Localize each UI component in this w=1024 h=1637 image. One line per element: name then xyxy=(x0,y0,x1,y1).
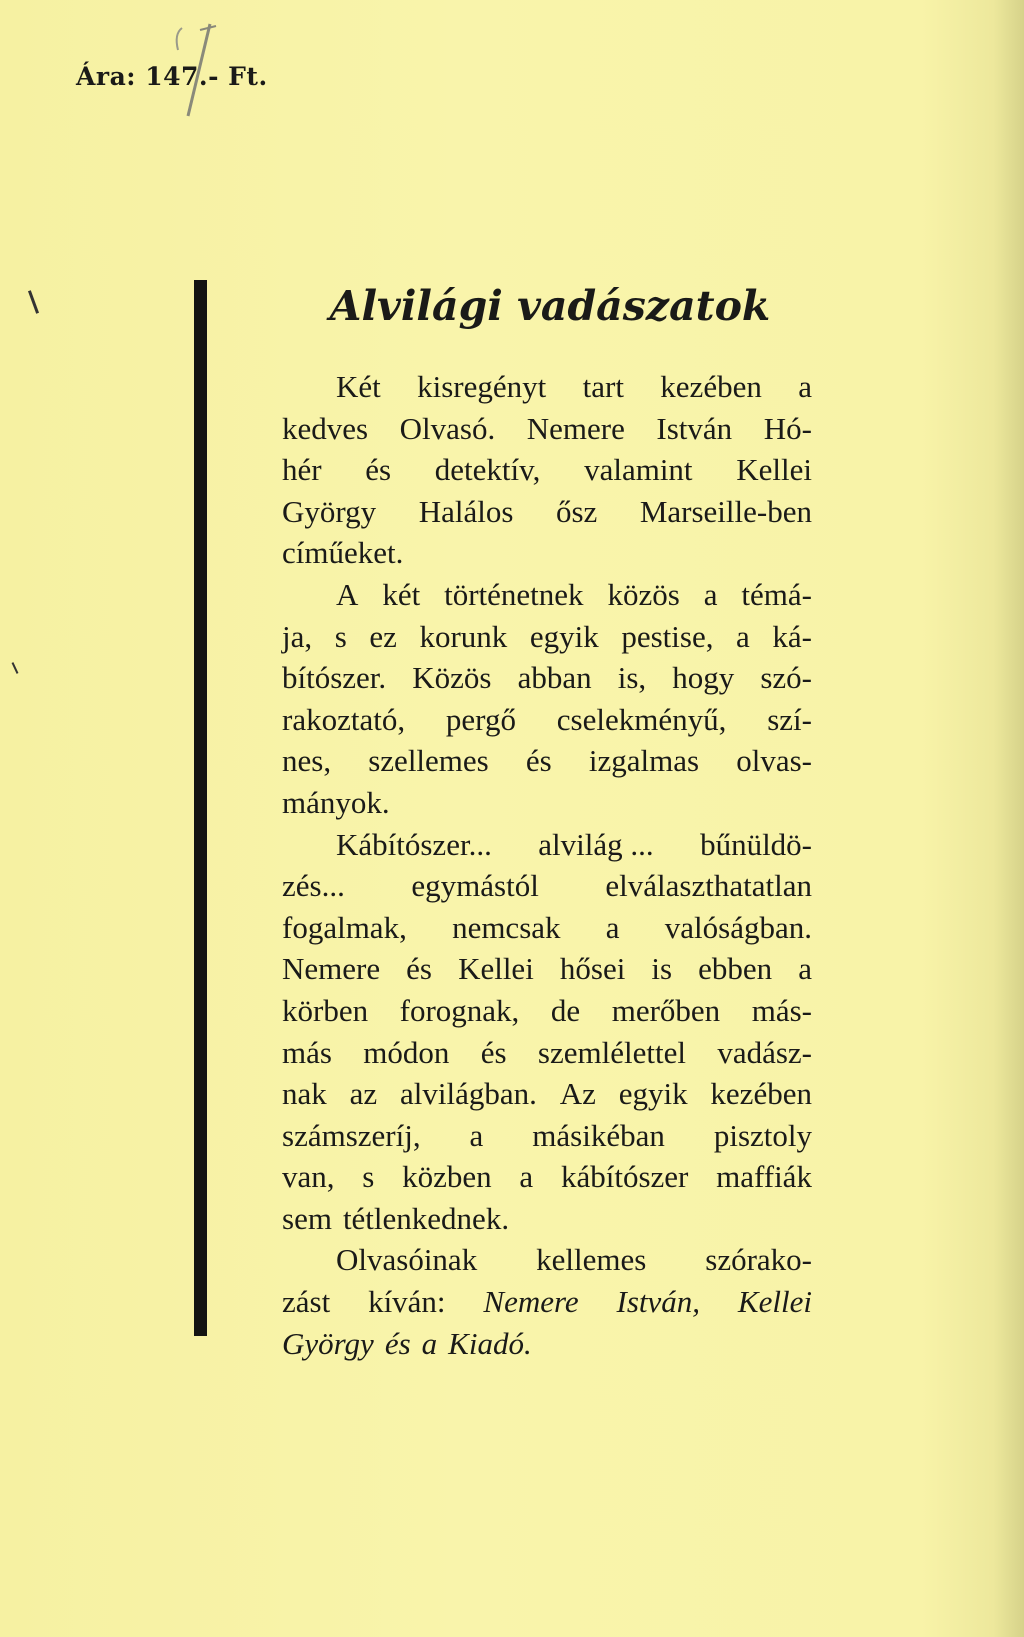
word: az xyxy=(349,1076,378,1112)
text-line xyxy=(282,408,812,450)
text-line xyxy=(282,699,812,741)
word: közben xyxy=(402,1159,492,1195)
word: hogy xyxy=(672,660,735,696)
word: vadász- xyxy=(717,1034,812,1070)
word: ősz xyxy=(555,493,598,529)
word: Marseille-ben xyxy=(639,493,812,529)
word: Kellei xyxy=(458,951,534,987)
word: Hó- xyxy=(763,410,812,446)
text-line xyxy=(282,1073,812,1115)
word: egymástól xyxy=(411,868,539,904)
text-line xyxy=(282,574,812,616)
word: hősei xyxy=(559,951,626,987)
word: pestise, xyxy=(621,618,714,654)
text-line xyxy=(282,990,812,1032)
word: másikéban xyxy=(532,1117,665,1153)
text-line xyxy=(282,532,812,574)
text-line xyxy=(282,491,812,533)
word: a xyxy=(703,576,718,612)
word: merőben xyxy=(611,992,721,1028)
word: közös xyxy=(607,576,680,612)
word: körben xyxy=(282,992,369,1028)
word: ja, xyxy=(282,618,313,654)
word: Közös xyxy=(412,660,492,696)
word: szellemes xyxy=(368,743,489,779)
word: bűnüldö- xyxy=(700,826,812,862)
blurb-text xyxy=(282,366,812,1364)
text-line xyxy=(282,657,812,699)
word: s xyxy=(362,1159,375,1195)
word: témá- xyxy=(741,576,812,612)
word: szórako- xyxy=(705,1242,812,1278)
text-line xyxy=(282,616,812,658)
word: tétlenkednek. xyxy=(342,1200,510,1236)
text-line xyxy=(282,824,812,866)
book-title: Alvilági vadászatok xyxy=(329,282,771,330)
word: egyik xyxy=(618,1076,688,1112)
word: valamint xyxy=(584,452,693,488)
word: Nemere xyxy=(483,1284,579,1320)
word: van, xyxy=(282,1159,335,1195)
word: kellemes xyxy=(536,1242,647,1278)
word: ká- xyxy=(772,618,812,654)
word: ez xyxy=(369,618,397,654)
word: a xyxy=(421,1325,438,1361)
word: a xyxy=(469,1117,484,1153)
word: más xyxy=(282,1034,332,1070)
word: kedves xyxy=(282,410,369,446)
word: ebben xyxy=(698,951,773,987)
word: szemlélettel xyxy=(537,1034,686,1070)
word: és xyxy=(480,1034,507,1070)
word: alvilág ... xyxy=(538,826,654,862)
text-line xyxy=(282,740,812,782)
text-line xyxy=(282,782,812,824)
word: Két xyxy=(336,369,381,404)
text-line xyxy=(282,1323,812,1365)
word: A xyxy=(336,576,359,612)
text-line xyxy=(282,1032,812,1074)
word: maffiák xyxy=(716,1159,812,1195)
text-line xyxy=(282,865,812,907)
word: valóságban. xyxy=(664,909,812,945)
word: zást xyxy=(282,1284,331,1320)
text-line xyxy=(282,1115,812,1157)
word: a xyxy=(519,1159,534,1195)
word: a xyxy=(798,951,812,987)
decorative-vertical-bar xyxy=(194,280,207,1336)
word: nemcsak xyxy=(452,909,561,945)
word: a xyxy=(736,618,750,654)
word: kábítószer xyxy=(560,1159,689,1195)
word: sem xyxy=(282,1200,332,1236)
word: számszeríj, xyxy=(282,1117,421,1153)
word: módon xyxy=(363,1034,450,1070)
pencil-mark-decoration xyxy=(160,20,230,120)
word: történetnek xyxy=(444,576,584,612)
word: egyik xyxy=(529,618,599,654)
word: kisregényt xyxy=(417,369,547,404)
word: kíván: xyxy=(368,1284,446,1320)
word: cselekményű, xyxy=(556,701,727,737)
word: de xyxy=(550,992,581,1028)
word: Halálos xyxy=(418,493,514,529)
price-label: Ára: 147.- Ft. xyxy=(76,62,268,91)
word: Olvasóinak xyxy=(336,1242,478,1278)
word: olvas- xyxy=(736,743,812,779)
word: és xyxy=(406,951,432,987)
word: és xyxy=(525,743,552,779)
text-line xyxy=(282,449,812,491)
word: szó- xyxy=(760,660,812,696)
word: Nemere xyxy=(526,410,625,446)
word: rakoztató, xyxy=(282,701,406,737)
word: a xyxy=(798,369,812,404)
word: fogalmak, xyxy=(282,909,407,945)
word: zés... xyxy=(282,868,345,904)
word: Kellei xyxy=(737,1284,812,1320)
word: István, xyxy=(616,1284,701,1320)
word: hér xyxy=(282,452,322,488)
word: és xyxy=(384,1325,411,1361)
word: Nemere xyxy=(282,951,381,987)
word: György xyxy=(282,493,377,529)
word: nak xyxy=(282,1076,327,1112)
text-line xyxy=(282,366,812,408)
word: is xyxy=(651,951,673,987)
word: kezében xyxy=(660,369,762,404)
word: pergő xyxy=(445,701,516,737)
text-line xyxy=(282,907,812,949)
word: mányok. xyxy=(282,784,390,820)
word: nes, xyxy=(282,743,332,779)
word: is, xyxy=(617,660,647,696)
word: elválaszthatatlan xyxy=(605,868,812,904)
word: alvilágban. xyxy=(399,1076,537,1112)
word: Kellei xyxy=(736,452,812,488)
word: korunk xyxy=(419,618,508,654)
word: s xyxy=(334,618,347,654)
text-line xyxy=(282,948,812,990)
word: abban xyxy=(517,660,592,696)
word: és xyxy=(365,452,392,488)
word: izgalmas xyxy=(588,743,700,779)
word: Olvasó. xyxy=(399,410,496,446)
word: más- xyxy=(751,992,812,1028)
word: István xyxy=(656,410,733,446)
word: két xyxy=(382,576,421,612)
word: Az xyxy=(559,1076,596,1112)
word: Kábítószer... xyxy=(336,826,492,862)
word: címűeket. xyxy=(282,535,404,571)
text-line xyxy=(282,1156,812,1198)
word: szí- xyxy=(767,701,812,737)
word: a xyxy=(605,909,620,945)
word: kezében xyxy=(710,1076,812,1112)
text-line xyxy=(282,1281,812,1323)
word: Kiadó. xyxy=(448,1325,532,1361)
word: György xyxy=(282,1325,374,1361)
text-line xyxy=(282,1198,812,1240)
word: detektív, xyxy=(434,452,541,488)
word: pisztoly xyxy=(713,1117,812,1153)
word: bítószer. xyxy=(282,660,387,696)
text-line xyxy=(282,1239,812,1281)
word: tart xyxy=(582,369,624,404)
word: forognak, xyxy=(399,992,520,1028)
